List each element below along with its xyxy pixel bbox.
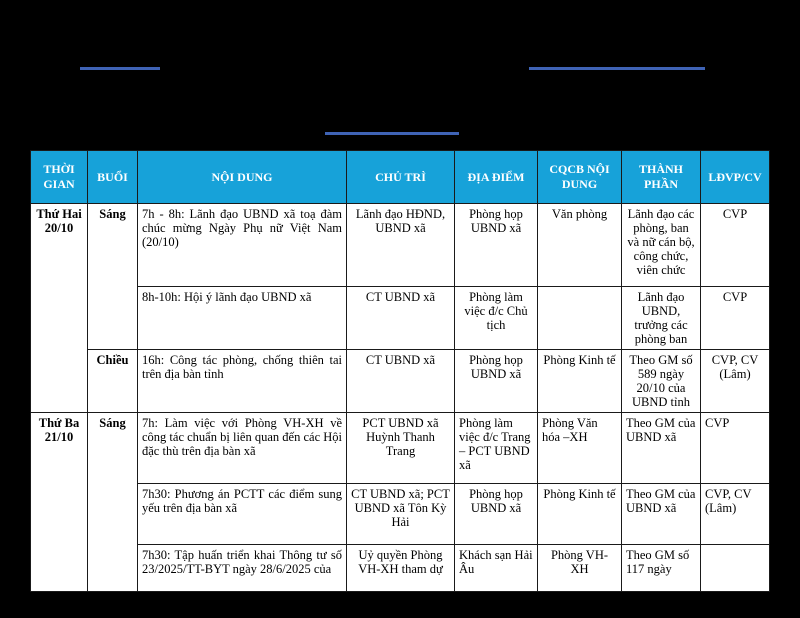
table-row [31, 204, 770, 287]
chair-cell: Uỷ quyền Phòng VH-XH tham dự [347, 545, 455, 592]
members-cell: Theo GM của UBND xã [622, 413, 701, 484]
office-cell: CVP [701, 204, 770, 287]
session-cell: Chiều [88, 350, 138, 413]
chair-cell: CT UBND xã [347, 287, 455, 350]
place-cell: Phòng làm việc đ/c Trang – PCT UBND xã [455, 413, 538, 484]
agency-cell: Phòng VH-XH [538, 545, 622, 592]
members-cell: Theo GM số 589 ngày 20/10 của UBND tỉnh [622, 350, 701, 413]
header-session: BUỔI [88, 151, 138, 204]
chair-cell: CT UBND xã [347, 350, 455, 413]
day-label: Thứ Ba 21/10 [31, 413, 88, 592]
chair-cell: CT UBND xã; PCT UBND xã Tôn Kỳ Hải [347, 484, 455, 545]
members-cell: Lãnh đạo UBND, trưởng các phòng ban [622, 287, 701, 350]
header-rule-left [80, 67, 160, 70]
place-cell: Phòng họp UBND xã [455, 204, 538, 287]
content-cell: 7h: Làm việc với Phòng VH-XH về công tác chuẩn bị liên quan đến các Hội đặc thù trên địa bàn xã [138, 413, 347, 484]
agency-cell [538, 287, 622, 350]
header-place: ĐỊA ĐIỂM [455, 151, 538, 204]
place-cell: Phòng họp UBND xã [455, 350, 538, 413]
content-cell: 7h30: Phương án PCTT các điểm sung yếu trên địa bàn xã [138, 484, 347, 545]
header-agency: CQCB NỘI DUNG [538, 151, 622, 204]
header-rule-right [529, 67, 705, 70]
header-content: NỘI DUNG [138, 151, 347, 204]
content-cell: 8h-10h: Hội ý lãnh đạo UBND xã [138, 287, 347, 350]
members-cell: Lãnh đạo các phòng, ban và nữ cán bộ, công chức, viên chức [622, 204, 701, 287]
content-cell: 16h: Công tác phòng, chống thiên tai trên địa bàn tỉnh [138, 350, 347, 413]
table-row [31, 350, 770, 413]
agency-cell: Phòng Kinh tế [538, 350, 622, 413]
table-row [31, 484, 770, 545]
office-cell: CVP [701, 287, 770, 350]
header-time: THỜI GIAN [31, 151, 88, 204]
office-cell: CVP [701, 413, 770, 484]
chair-cell: PCT UBND xã Huỳnh Thanh Trang [347, 413, 455, 484]
table-row [31, 413, 770, 484]
chair-cell: Lãnh đạo HĐND, UBND xã [347, 204, 455, 287]
place-cell: Khách sạn Hải Âu [455, 545, 538, 592]
day-label: Thứ Hai 20/10 [31, 204, 88, 413]
session-cell: Sáng [88, 204, 138, 350]
header-chair: CHỦ TRÌ [347, 151, 455, 204]
header-row [31, 151, 770, 204]
session-cell: Sáng [88, 413, 138, 592]
header-members: THÀNH PHẦN [622, 151, 701, 204]
schedule-table [30, 150, 770, 592]
place-cell: Phòng làm việc đ/c Chủ tịch [455, 287, 538, 350]
office-cell: CVP, CV (Lâm) [701, 484, 770, 545]
agency-cell: Văn phòng [538, 204, 622, 287]
header-office: LĐVP/CV [701, 151, 770, 204]
table-row [31, 287, 770, 350]
office-cell: CVP, CV (Lâm) [701, 350, 770, 413]
content-cell: 7h30: Tập huấn triển khai Thông tư số 23/2025/TT-BYT ngày 28/6/2025 của [138, 545, 347, 592]
place-cell: Phòng họp UBND xã [455, 484, 538, 545]
agency-cell: Phòng Kinh tế [538, 484, 622, 545]
content-cell: 7h - 8h: Lãnh đạo UBND xã toạ đàm chúc mừng Ngày Phụ nữ Việt Nam (20/10) [138, 204, 347, 287]
table-row [31, 545, 770, 592]
agency-cell: Phòng Văn hóa –XH [538, 413, 622, 484]
office-cell [701, 545, 770, 592]
title-rule [325, 132, 459, 135]
members-cell: Theo GM của UBND xã [622, 484, 701, 545]
members-cell: Theo GM số 117 ngày [622, 545, 701, 592]
